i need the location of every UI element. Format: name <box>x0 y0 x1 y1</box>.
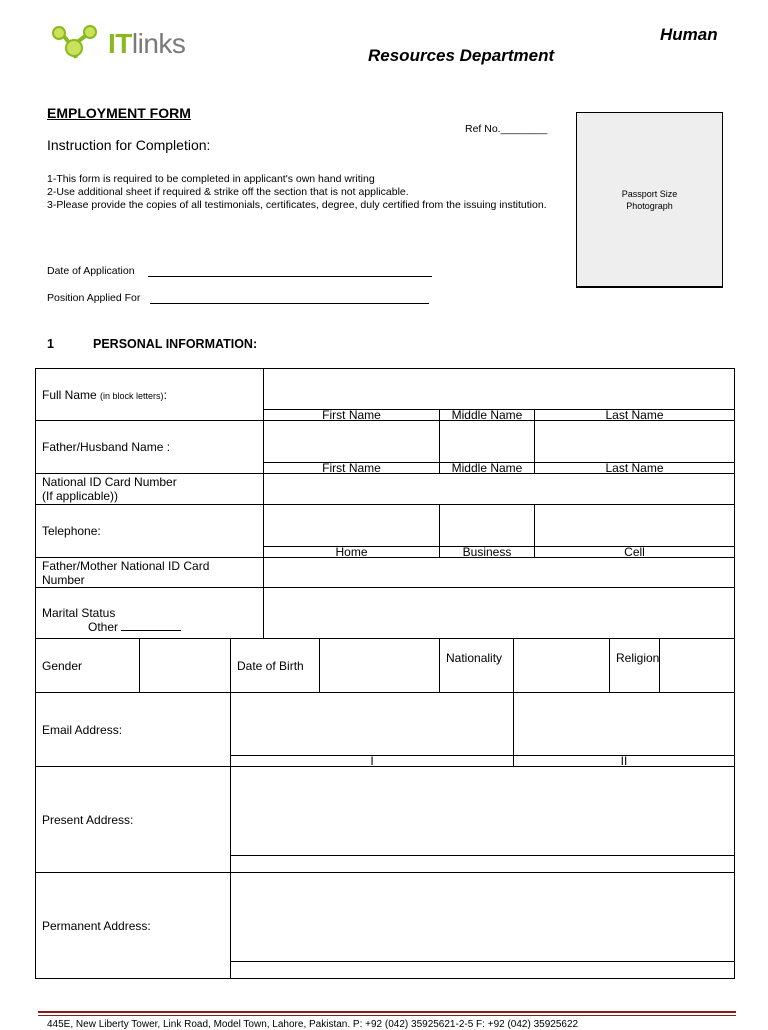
email-caption-1: I <box>231 756 514 767</box>
full-name-first-caption: First Name <box>264 410 440 421</box>
telephone-business-caption: Business <box>440 547 535 558</box>
father-last-caption: Last Name <box>535 463 735 474</box>
religion-label: Religion <box>610 639 660 693</box>
nic-input[interactable] <box>264 474 735 505</box>
telephone-home-caption: Home <box>264 547 440 558</box>
nationality-input[interactable] <box>514 639 610 693</box>
full-name-input[interactable] <box>264 369 735 410</box>
father-name-label: Father/Husband Name : <box>36 421 264 474</box>
telephone-business-input[interactable] <box>440 505 535 547</box>
marital-status-label: Marital Status Other <box>36 588 264 639</box>
instruction-1: 1-This form is required to be completed in applicant's own hand writing <box>47 173 375 185</box>
nationality-label: Nationality <box>440 639 514 693</box>
father-middle-caption: Middle Name <box>440 463 535 474</box>
full-name-label: Full Name (in block letters): <box>36 369 264 421</box>
instruction-title: Instruction for Completion: <box>47 137 211 153</box>
father-middle-name-input[interactable] <box>440 421 535 463</box>
religion-input[interactable] <box>660 639 735 693</box>
gender-input[interactable] <box>140 639 231 693</box>
date-of-application-label: Date of Application <box>47 265 135 277</box>
present-address-input-line2[interactable] <box>231 856 735 873</box>
dob-label: Date of Birth <box>231 639 320 693</box>
logo-links-text: links <box>131 28 186 59</box>
full-name-middle-caption: Middle Name <box>440 410 535 421</box>
permanent-address-label: Permanent Address: <box>36 873 231 979</box>
footer-rule-top <box>38 1011 736 1013</box>
telephone-cell-caption: Cell <box>535 547 735 558</box>
email-caption-2: II <box>514 756 735 767</box>
date-of-application-line[interactable] <box>148 264 432 277</box>
father-first-name-input[interactable] <box>264 421 440 463</box>
telephone-label: Telephone: <box>36 505 264 558</box>
father-last-name-input[interactable] <box>535 421 735 463</box>
parent-nic-input[interactable] <box>264 558 735 588</box>
marital-other-line[interactable] <box>121 630 181 631</box>
marital-status-input[interactable] <box>264 588 735 639</box>
logo-it-text: IT <box>108 28 132 59</box>
ref-no[interactable]: Ref No.________ <box>465 123 548 135</box>
dob-input[interactable] <box>320 639 440 693</box>
personal-info-table <box>35 368 735 979</box>
email-input-2[interactable] <box>514 693 735 756</box>
nic-label: National ID Card Number (If applicable)) <box>36 474 264 505</box>
footer-address: 445E, New Liberty Tower, Link Road, Model Town, Lahore, Pakistan. P: +92 (042) 35925621-2-5 F: +92 (042) 35925622 <box>47 1019 579 1030</box>
instruction-2: 2-Use additional sheet if required & strike off the section that is not applicable. <box>47 186 409 198</box>
header-line2: Resources Department <box>368 46 555 65</box>
company-logo <box>50 24 210 68</box>
marital-other-label: Other <box>88 620 119 634</box>
position-applied-line[interactable] <box>150 291 429 304</box>
instruction-3: 3-Please provide the copies of all testimonials, certificates, degree, duly certified from the issuing institution. <box>47 199 547 211</box>
permanent-address-input-line2[interactable] <box>231 962 735 979</box>
gender-label: Gender <box>36 639 140 693</box>
email-input-1[interactable] <box>231 693 514 756</box>
header-line1: Human <box>660 25 718 44</box>
email-label: Email Address: <box>36 693 231 767</box>
full-name-last-caption: Last Name <box>535 410 735 421</box>
form-title: EMPLOYMENT FORM <box>47 105 191 121</box>
parent-nic-label: Father/Mother National ID Card Number <box>36 558 264 588</box>
logo-molecule-icon <box>50 24 102 64</box>
present-address-input[interactable] <box>231 767 735 856</box>
father-first-caption: First Name <box>264 463 440 474</box>
photo-label-line2: Photograph <box>626 200 673 211</box>
section-title: PERSONAL INFORMATION: <box>93 337 258 351</box>
section-number: 1 <box>47 337 54 351</box>
telephone-home-input[interactable] <box>264 505 440 547</box>
footer-rule-bottom <box>38 1015 736 1016</box>
passport-photo-box[interactable] <box>576 112 723 288</box>
position-applied-label: Position Applied For <box>47 292 141 304</box>
telephone-cell-input[interactable] <box>535 505 735 547</box>
permanent-address-input[interactable] <box>231 873 735 962</box>
photo-label-line1: Passport Size <box>621 188 678 199</box>
present-address-label: Present Address: <box>36 767 231 873</box>
